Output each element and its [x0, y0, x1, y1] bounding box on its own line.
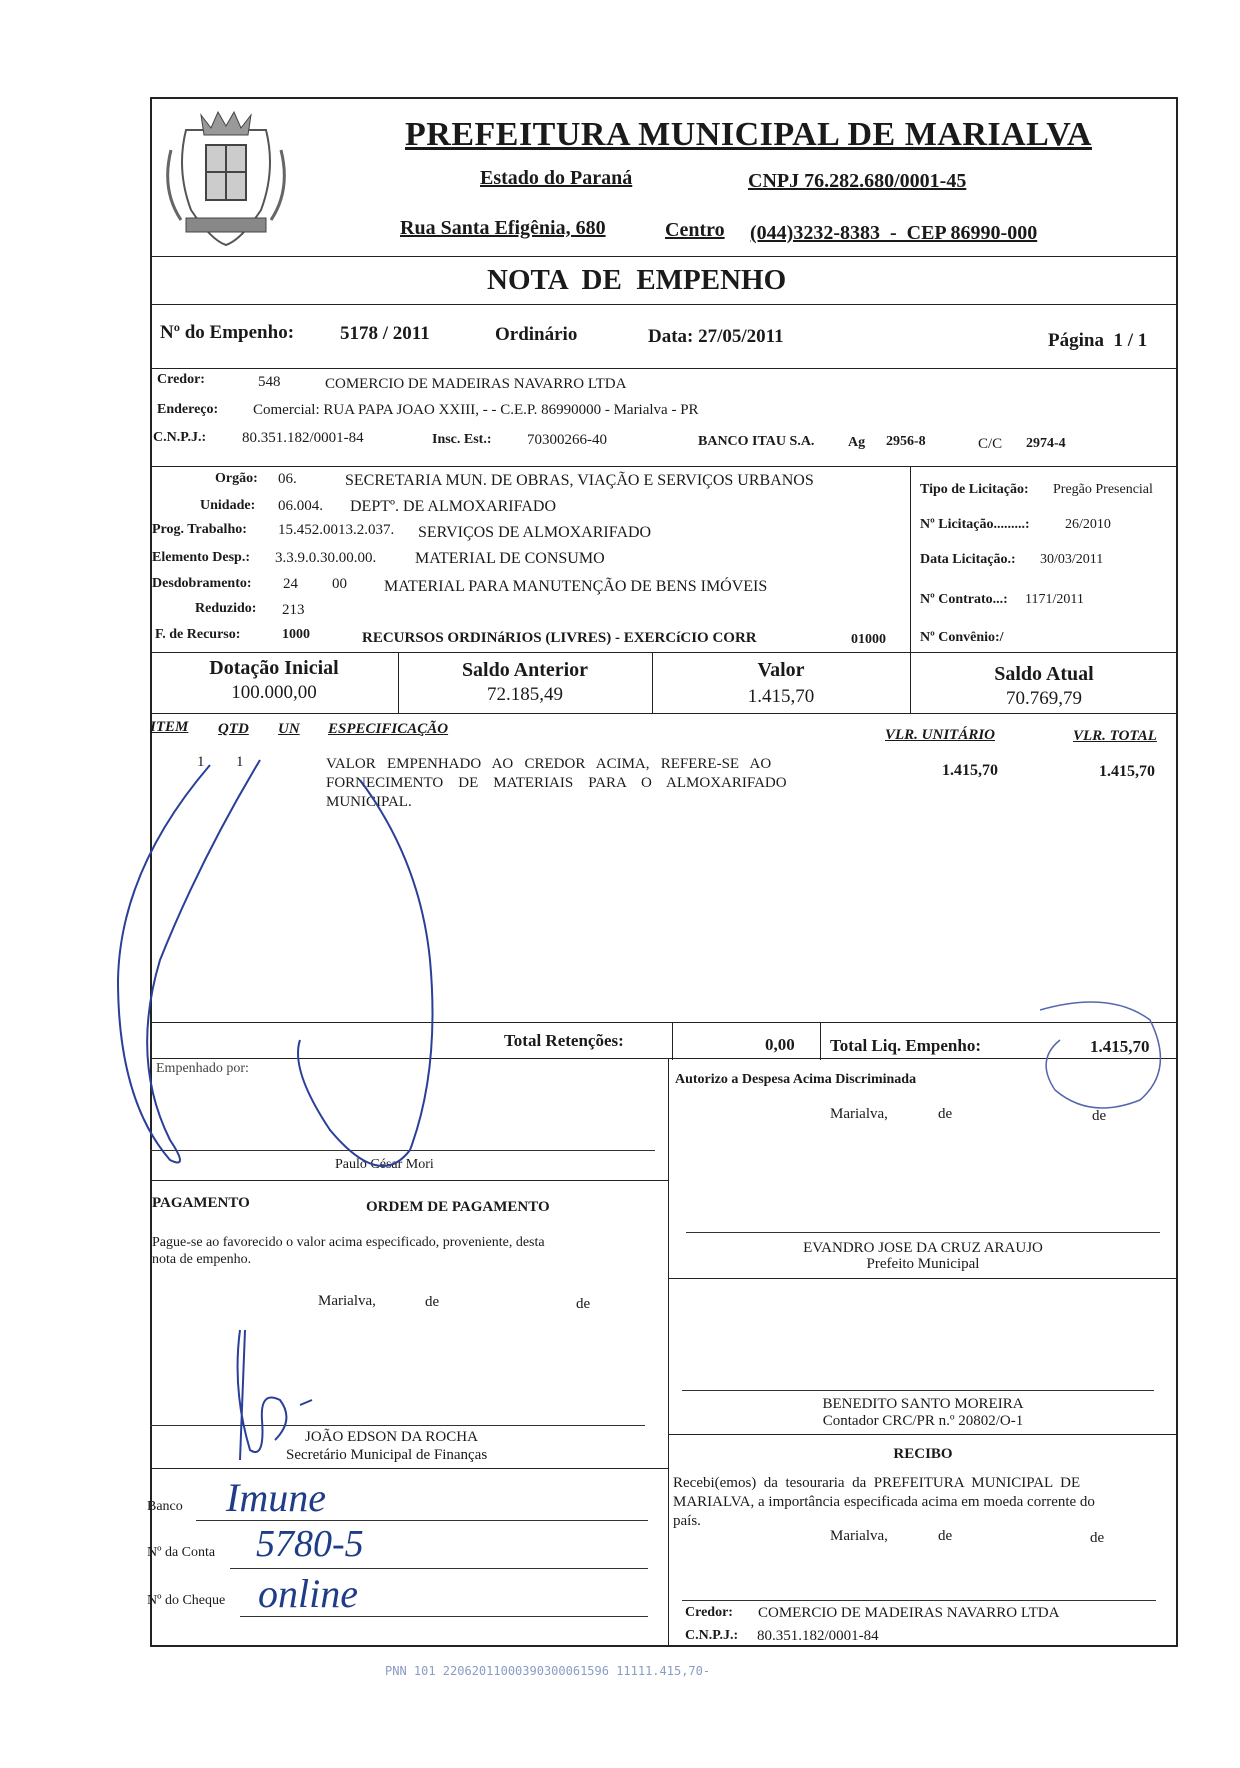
pagamento-city: Marialva,: [318, 1293, 376, 1309]
empenho-date: Data: 27/05/2011: [648, 326, 784, 347]
licitacao-data-label: Data Licitação.:: [920, 552, 1016, 567]
finance-secretary-name: JOÃO EDSON DA ROCHA: [305, 1429, 478, 1445]
empenho-label: Nº do Empenho:: [160, 322, 295, 343]
item-spec-line3: MUNICIPAL.: [326, 794, 412, 810]
orgao-code: 06.: [278, 471, 297, 487]
valor-value: 1.415,70: [747, 686, 815, 707]
pagamento-de2: de: [576, 1296, 591, 1312]
saldo-atual-label: Saldo Atual: [994, 663, 1094, 685]
item-qty: 1: [236, 754, 244, 770]
autorizo-city: Marialva,: [830, 1106, 888, 1122]
desdobramento-name: MATERIAL PARA MANUTENÇÃO DE BENS IMÓVEIS: [384, 578, 768, 595]
licitacao-num-label: Nº Licitação.........:: [920, 517, 1030, 532]
retencoes-label: Total Retenções:: [504, 1031, 624, 1050]
dotacao-value: 100.000,00: [231, 682, 317, 703]
recibo-credor: COMERCIO DE MADEIRAS NAVARRO LTDA: [758, 1605, 1060, 1621]
recibo-de1: de: [938, 1528, 953, 1544]
desdobramento-sub: 00: [332, 576, 347, 592]
recibo-label: RECIBO: [893, 1446, 953, 1462]
item-spec-line1: VALOR EMPENHADO AO CREDOR ACIMA, REFERE-SE AO: [326, 756, 772, 772]
item-number: 1: [197, 754, 205, 770]
col-un: UN: [278, 721, 300, 737]
creditor-label: Credor:: [157, 372, 205, 387]
cheque-label: Nº do Cheque: [147, 1593, 226, 1608]
saldo-anterior-value: 72.185,49: [487, 684, 563, 705]
item-spec-line2: FORNECIMENTO DE MATERIAIS PARA O ALMOXARIFADO: [326, 775, 787, 791]
recibo-cnpj-label: C.N.P.J.:: [685, 1628, 739, 1643]
recibo-city: Marialva,: [830, 1528, 888, 1544]
empenhado-label: Empenhado por:: [156, 1061, 249, 1076]
mayor-role: Prefeito Municipal: [866, 1256, 980, 1272]
finance-secretary-role: Secretário Municipal de Finanças: [286, 1447, 488, 1463]
cnpj-label: CNPJ 76.282.680/0001-45: [748, 170, 967, 192]
orgao-name: SECRETARIA MUN. DE OBRAS, VIAÇÃO E SERVIÇOS URBANOS: [345, 472, 814, 489]
recurso-number: 01000: [851, 632, 886, 647]
licitacao-tipo: Pregão Presencial: [1053, 482, 1153, 497]
ie-label: Insc. Est.:: [432, 432, 492, 447]
licitacao-data: 30/03/2011: [1040, 552, 1104, 567]
empenho-type: Ordinário: [495, 324, 578, 345]
recurso-code: 1000: [282, 627, 310, 642]
mayor-name: EVANDRO JOSE DA CRUZ ARAUJO: [803, 1240, 1043, 1256]
state-label: Estado do Paraná: [480, 167, 633, 189]
creditor-code: 548: [258, 374, 281, 390]
conta-label: Nº da Conta: [147, 1545, 216, 1560]
desdobramento-label: Desdobramento:: [152, 576, 252, 591]
creditor-cnpj: 80.351.182/0001-84: [242, 430, 364, 446]
recibo-text1: Recebi(emos) da tesouraria da PREFEITURA MUNICIPAL DE: [673, 1475, 1081, 1491]
autorizo-de1: de: [938, 1106, 953, 1122]
retencoes-value: 0,00: [765, 1035, 795, 1054]
convenio-label: Nº Convênio:/: [920, 630, 1004, 645]
reduzido-code: 213: [282, 602, 305, 618]
recurso-label: F. de Recurso:: [155, 627, 241, 642]
creditor-address: Comercial: RUA PAPA JOAO XXIII, - - C.E.P. 86990000 - Marialva - PR: [253, 402, 699, 418]
municipal-crest: [156, 100, 296, 250]
col-item: ITEM: [150, 719, 189, 735]
unidade-label: Unidade:: [200, 498, 256, 513]
pagamento-de1: de: [425, 1294, 440, 1310]
prog-name: SERVIÇOS DE ALMOXARIFADO: [418, 524, 652, 541]
prefeitura-title: PREFEITURA MUNICIPAL DE MARIALVA: [405, 116, 1092, 153]
scan-code: PNN 101 22062011000390300061596 11111.415,70-: [385, 1664, 711, 1678]
reduzido-label: Reduzido:: [195, 601, 257, 616]
saldo-atual-value: 70.769,79: [1006, 688, 1082, 709]
prog-label: Prog. Trabalho:: [152, 522, 247, 537]
pagamento-text2: nota de empenho.: [152, 1252, 252, 1267]
elemento-name: MATERIAL DE CONSUMO: [415, 550, 605, 567]
conta-handwritten: 5780-5: [256, 1523, 364, 1565]
autorizo-de2: de: [1092, 1108, 1107, 1124]
dotacao-label: Dotação Inicial: [209, 657, 339, 679]
phone-cep-label: (044)3232-8383 - CEP 86990-000: [750, 222, 1038, 244]
district-label: Centro: [665, 219, 725, 241]
ordem-pagamento-label: ORDEM DE PAGAMENTO: [366, 1199, 550, 1215]
agency-value: 2956-8: [886, 434, 926, 449]
account-label: C/C: [978, 436, 1003, 452]
contrato-value: 1171/2011: [1025, 592, 1084, 607]
creditor-cnpj-label: C.N.P.J.:: [153, 430, 207, 445]
item-total-value: 1.415,70: [1099, 763, 1155, 780]
liq-empenho-value: 1.415,70: [1090, 1037, 1150, 1056]
saldo-anterior-label: Saldo Anterior: [461, 659, 589, 681]
item-unit-value: 1.415,70: [942, 762, 998, 779]
desdobramento-code: 24: [283, 576, 298, 592]
elemento-label: Elemento Desp.:: [152, 550, 250, 565]
unidade-code: 06.004.: [278, 498, 323, 514]
recibo-credor-label: Credor:: [685, 1605, 733, 1620]
recibo-de2: de: [1090, 1530, 1105, 1546]
col-qtd: QTD: [218, 721, 249, 737]
empenho-number: 5178 / 2011: [340, 323, 430, 344]
address-label: Endereço:: [157, 402, 219, 417]
accountant-name: BENEDITO SANTO MOREIRA: [822, 1396, 1024, 1412]
ie-value: 70300266-40: [527, 432, 607, 448]
autorizo-label: Autorizo a Despesa Acima Discriminada: [675, 1072, 917, 1087]
recibo-text3: país.: [673, 1513, 701, 1529]
empenhado-name: Paulo César Mori: [335, 1157, 434, 1172]
valor-label: Valor: [757, 659, 805, 681]
contrato-label: Nº Contrato...:: [920, 592, 1008, 607]
page-number: Página 1 / 1: [1048, 330, 1148, 351]
recibo-cnpj: 80.351.182/0001-84: [757, 1628, 879, 1644]
banco-label: Banco: [147, 1499, 183, 1514]
elemento-code: 3.3.9.0.30.00.00.: [275, 550, 377, 566]
unidade-name: DEPTº. DE ALMOXARIFADO: [350, 498, 556, 515]
agency-label: Ag: [848, 435, 866, 450]
cheque-handwritten: online: [258, 1571, 358, 1616]
document-title: NOTA DE EMPENHO: [487, 264, 787, 296]
liq-empenho-label: Total Liq. Empenho:: [830, 1036, 981, 1055]
orgao-label: Orgão:: [215, 471, 258, 486]
recibo-text2: MARIALVA, a importância especificada acima em moeda corrente do: [673, 1494, 1095, 1510]
creditor-name: COMERCIO DE MADEIRAS NAVARRO LTDA: [325, 376, 627, 392]
col-total-value: VLR. TOTAL: [1073, 728, 1157, 744]
street-label: Rua Santa Efigênia, 680: [400, 217, 606, 239]
account-value: 2974-4: [1026, 436, 1066, 451]
bank-name: BANCO ITAU S.A.: [698, 434, 815, 449]
prog-code: 15.452.0013.2.037.: [278, 522, 395, 538]
pagamento-text1: Pague-se ao favorecido o valor acima especificado, proveniente, desta: [152, 1235, 545, 1250]
accountant-role: Contador CRC/PR n.º 20802/O-1: [822, 1413, 1024, 1429]
col-spec: ESPECIFICAÇÃO: [328, 721, 449, 737]
pagamento-label: PAGAMENTO: [152, 1195, 250, 1211]
col-unit-value: VLR. UNITÁRIO: [885, 727, 996, 743]
banco-handwritten: Imune: [226, 1475, 326, 1520]
licitacao-tipo-label: Tipo de Licitação:: [920, 482, 1029, 497]
licitacao-num: 26/2010: [1065, 517, 1111, 532]
recurso-name: RECURSOS ORDINáRIOS (LIVRES) - EXERCíCIO CORR: [362, 630, 757, 646]
